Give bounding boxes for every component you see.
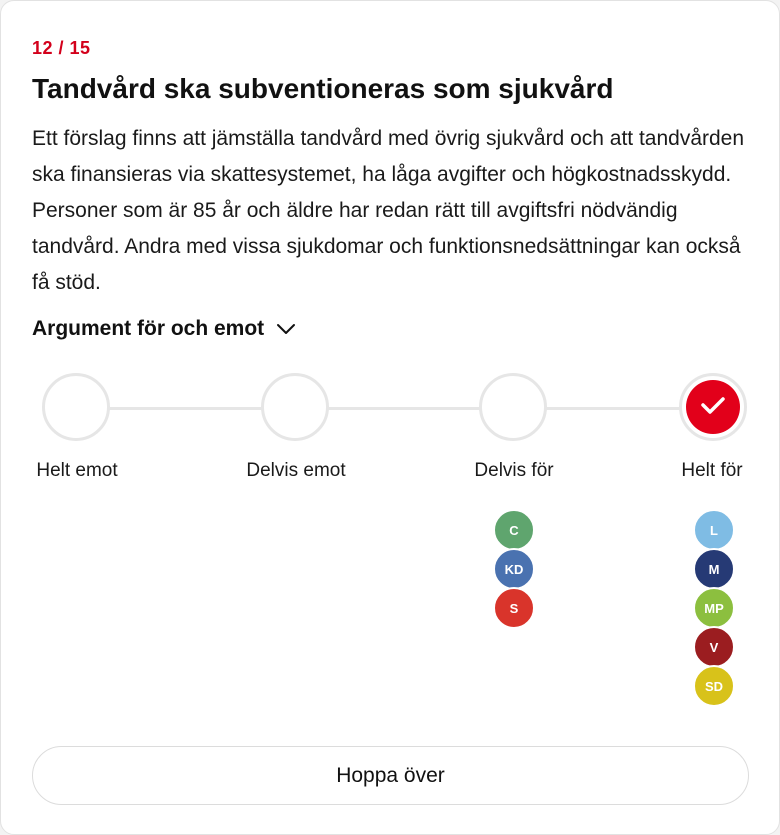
option-label-delvis-for: Delvis för: [474, 460, 554, 481]
chevron-down-icon: [276, 323, 296, 335]
party-badge-kd[interactable]: KD: [493, 548, 535, 590]
party-badge-s[interactable]: S: [493, 587, 535, 629]
arguments-label: Argument för och emot: [32, 317, 265, 340]
checkmark-icon: [700, 395, 726, 420]
option-label-delvis-emot: Delvis emot: [246, 460, 346, 481]
option-label-helt-for: Helt för: [681, 460, 743, 481]
party-badge-v[interactable]: V: [693, 626, 735, 668]
party-badge-sd[interactable]: SD: [693, 665, 735, 707]
scale-track: [76, 407, 716, 410]
selected-indicator: [686, 380, 740, 434]
question-progress: 12 / 15: [32, 38, 91, 58]
question-description: Ett förslag finns att jämställa tandvård med övrig sjukvård och att tandvården ska finansieras via skattesystemet, ha låga avgifter och högkostnadsskydd. Personer som är 85 år och äldre har redan rätt till avgiftsfri nödvändig tandvård. Andra med vissa sjukdomar och funktionsnedsättningar kan också få stöd.: [32, 127, 745, 294]
option-helt-for[interactable]: [679, 373, 747, 441]
option-delvis-for[interactable]: [479, 373, 547, 441]
party-badge-c[interactable]: C: [493, 509, 535, 551]
arguments-toggle[interactable]: [32, 317, 296, 341]
party-badge-m[interactable]: M: [693, 548, 735, 590]
option-delvis-emot[interactable]: [261, 373, 329, 441]
skip-button[interactable]: Hoppa över: [32, 746, 749, 805]
option-label-helt-emot: Helt emot: [36, 460, 118, 481]
question-title: Tandvård ska subventioneras som sjukvård: [32, 73, 614, 104]
party-badge-mp[interactable]: MP: [693, 587, 735, 629]
option-helt-emot[interactable]: [42, 373, 110, 441]
party-badge-l[interactable]: L: [693, 509, 735, 551]
